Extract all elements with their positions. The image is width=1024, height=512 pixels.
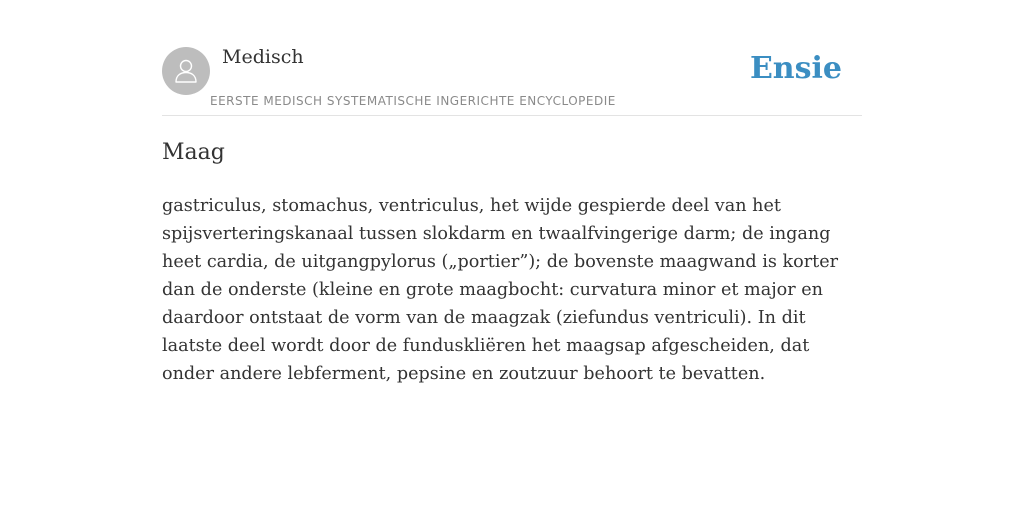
avatar[interactable] [162,47,210,95]
page [162,0,862,384]
header [162,0,862,116]
page-title: Maag [162,140,225,165]
source-subtitle: EERSTE MEDISCH SYSTEMATISCHE INGERICHTE ENCYCLOPEDIE [210,94,616,108]
source-name[interactable]: Medisch [222,46,304,68]
user-icon [171,56,201,86]
article-body: gastriculus, stomachus, ventriculus, het wijde gespierde deel van het spijsverteringskanaal tussen slokdarm en twaalfvingerige darm; de ingang heet cardia, de uitgangpylorus („portier”); de bovenste maagwand is korter dan de onderste (kleine en grote maagbocht: curvatura minor et major en daardoor ontstaat de vorm van de maagzak (ziefundus ventriculi). In dit laatste deel wordt door de funduskliëren het maagsap afgescheiden, dat onder andere lebferment, pepsine en zoutzuur behoort te bevatten. [162,196,839,384]
brand-logo[interactable]: Ensie [749,51,842,86]
